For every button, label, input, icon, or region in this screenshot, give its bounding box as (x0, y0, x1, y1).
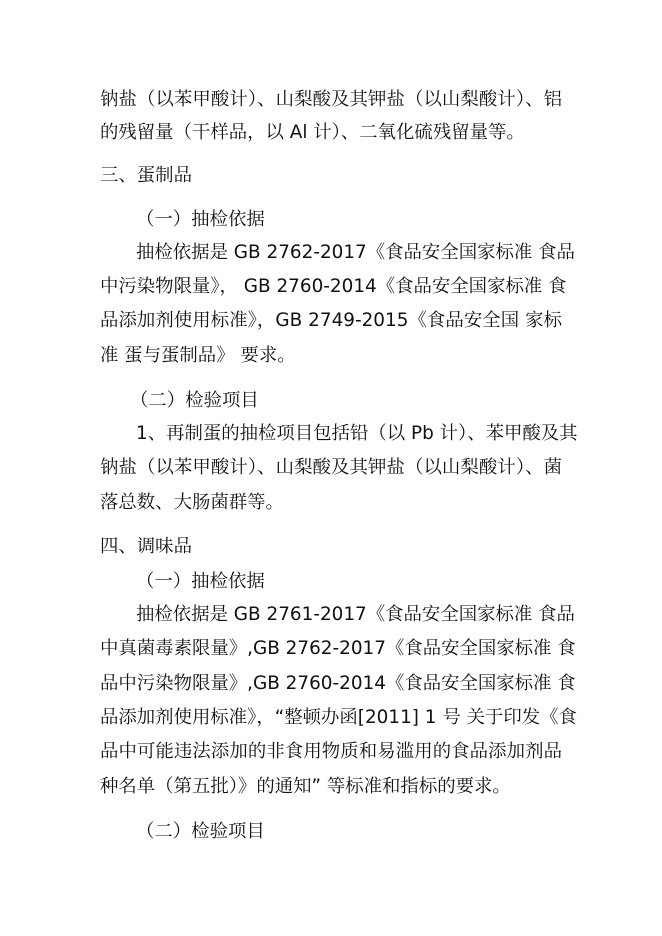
text-line: 钠盐（以苯甲酸计）、山梨酸及其钾盐（以山梨酸计）、菌 (100, 457, 562, 478)
subheading-items: （二）检验项目 (136, 821, 265, 842)
subheading-basis: （一）抽检依据 (136, 571, 265, 592)
text-line: 品添加剂使用标准》，GB 2749-2015《食品安全国 家标 (100, 310, 562, 331)
text-line: 种名单（第五批）》的通知” 等标准和指标的要求。 (100, 776, 511, 797)
text-line: 中污染物限量》， GB 2760-2014《食品安全国家标准 食 (100, 276, 567, 297)
text-line: 的残留量（干样品，以 Al 计）、二氧化硫残留量等。 (100, 122, 525, 143)
text-line: 1、再制蛋的抽检项目包括铅（以 Pb 计）、苯甲酸及其 (136, 423, 578, 444)
text-line: 品中污染物限量》,GB 2760-2014《食品安全国家标准 食 (100, 673, 576, 694)
text-line: 抽检依据是 GB 2762-2017《食品安全国家标准 食品 (136, 242, 575, 263)
text-line: 抽检依据是 GB 2761-2017《食品安全国家标准 食品 (136, 604, 575, 625)
subheading-basis: （一）抽检依据 (136, 209, 265, 230)
text-line: 钠盐（以苯甲酸计）、山梨酸及其钾盐（以山梨酸计）、铝 (100, 89, 562, 110)
section-heading-condiments: 四、调味品 (100, 536, 192, 557)
subheading-items: （二）检验项目 (130, 390, 259, 411)
text-line: 品添加剂使用标准》，“整顿办函[2011] 1 号 关于印发《食 (100, 707, 577, 728)
text-line: 准 蛋与蛋制品》 要求。 (100, 345, 296, 366)
text-line: 落总数、大肠菌群等。 (100, 492, 284, 513)
section-heading-eggs: 三、蛋制品 (100, 165, 192, 186)
text-line: 中真菌毒素限量》,GB 2762-2017《食品安全国家标准 食 (100, 638, 576, 659)
text-line: 品中可能违法添加的非食用物质和易滥用的食品添加剂品 (100, 741, 562, 762)
